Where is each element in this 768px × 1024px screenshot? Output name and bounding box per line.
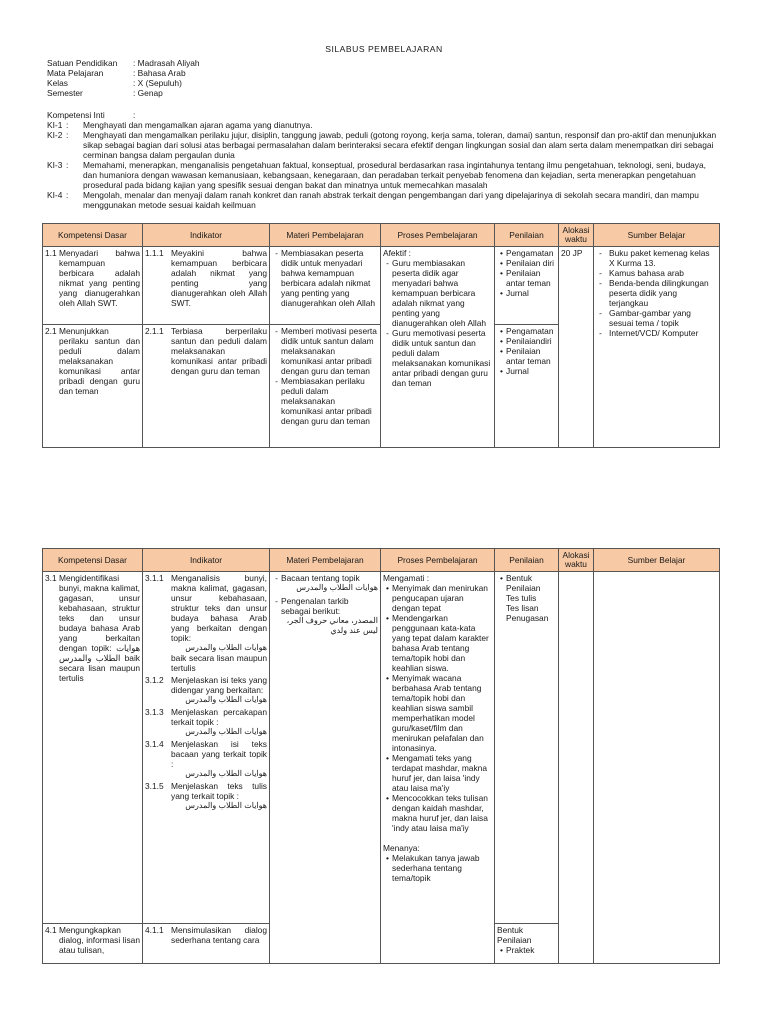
penilaian-item: Praktek	[506, 945, 535, 955]
header-kompetensi-dasar: Kompetensi Dasar	[43, 224, 143, 247]
indikator-text: Menjelaskan teks tulis yang terkait topik :	[171, 781, 267, 801]
sumber-item: Buku paket kemenag kelas X Kurma 13.	[609, 248, 710, 268]
penilaian-cell: • Bentuk Penilaian Tes tulis Tes lisan Penugasan	[495, 572, 559, 924]
header-alokasi-waktu: Alokasi waktu	[559, 224, 594, 247]
indikator-text: Terbiasa berperilaku santun dan peduli dalam melaksanakan komunikasi antar pribadi dengan guru dan teman	[171, 326, 267, 376]
table-header-row	[43, 224, 720, 247]
indikator-cell	[143, 247, 270, 325]
ki-sep: :	[66, 130, 69, 140]
materi-item: Pengenalan tarkib sebagai berikut:	[281, 596, 349, 616]
identity-row	[47, 58, 200, 68]
penilaian-item: Penilaian antar teman	[506, 268, 551, 288]
ki-sep: :	[66, 120, 69, 130]
ki-heading	[47, 110, 722, 120]
syllabus-table-2	[42, 548, 720, 964]
indikator-arabic: هوايات الطلاب والمدرس	[185, 727, 267, 736]
alokasi-value: 20 JP	[561, 248, 583, 258]
table-row	[43, 572, 720, 924]
header-penilaian: Penilaian	[495, 224, 559, 247]
materi-cell: - Memberi motivasi peserta didik untuk santun dalam melaksanakan komunikasi antar pribadi dengan guru dan teman - Membiasakan perilaku peduli dalam melaksanakan komunikasi antar pribadi dengan guru dan teman	[270, 325, 381, 448]
ki-text: Menghayati dan mengamalkan ajaran agama yang dianutnya.	[83, 120, 313, 130]
proses-item: Menyimak dan menirukan pengucapan ujaran dengan tepat	[392, 583, 488, 613]
indikator-number: 3.1.1	[145, 573, 164, 583]
indikator-arabic: هوايات الطلاب والمدرس	[185, 695, 267, 704]
identity-label: Kelas	[47, 78, 68, 88]
proses-item: Mencocokkan teks tulisan dengan kaidah mashdar, makna huruf jer, dan laisa 'indy atau laisa ma'iy	[392, 793, 488, 833]
materi-cell: - Bacaan tentang topik هوايات الطلاب والمدرس - Pengenalan tarkib sebagai berikut: المصدر، معاني حروف الجر، ليس عند ولدي	[270, 572, 381, 964]
indikator-cell	[143, 325, 270, 448]
indikator-number: 4.1.1	[145, 925, 164, 935]
table-row	[43, 247, 720, 325]
materi-item: Membiasakan peserta didik untuk menyadari bahwa kemampuan berbicara adalah nikmat yang penting yang dianugerahkan oleh Allah	[281, 248, 376, 308]
penilaian-cell: • Pengamatan • Penilaian diri • Penilaian antar teman • Jurnal	[495, 247, 559, 325]
penilaian-item: Penilaian antar teman	[506, 346, 551, 366]
identity-value: : Bahasa Arab	[133, 68, 186, 78]
indikator-text: Menjelaskan isi teks bacaan yang terkait topik :	[171, 739, 267, 769]
identity-block	[47, 58, 200, 98]
ki-row	[47, 160, 722, 190]
kd-cell	[43, 247, 143, 325]
indikator-text: Mensimulasikan dialog sederhana tentang cara	[171, 925, 267, 945]
penilaian-cell: Bentuk Penilaian • Praktek	[495, 924, 559, 964]
indikator-text: Menganalisis bunyi, makna kalimat, gagasan, unsur kebahasaan, struktur teks dan unsur budaya bahasa Arab yang berkaitan dengan topik:	[171, 573, 267, 643]
identity-label: Satuan Pendidikan	[47, 58, 118, 68]
identity-value: : X (Sepuluh)	[133, 78, 182, 88]
kd-arabic: هوايات الطلاب والمدرس	[59, 643, 140, 663]
identity-value: : Madrasah Aliyah	[133, 58, 200, 68]
kd-text: Menunjukkan perilaku santun dan peduli dalam melaksanakan komunikasi antar pribadi dengan guru dan teman	[59, 326, 140, 396]
indikator-number: 3.1.5	[145, 781, 164, 791]
identity-row	[47, 88, 200, 98]
identity-value: : Genap	[133, 88, 163, 98]
proses-heading: Afektif :	[383, 248, 411, 258]
materi-cell: - Membiasakan peserta didik untuk menyadari bahwa kemampuan berbicara adalah nikmat yang penting yang dianugerahkan oleh Allah	[270, 247, 381, 325]
sumber-item: Gambar-gambar yang sesuai tema / topik	[609, 308, 691, 328]
ki-sep: :	[66, 190, 69, 200]
header-proses: Proses Pembelajaran	[381, 549, 495, 572]
ki-code: KI-4	[47, 190, 63, 200]
indikator-cell	[143, 924, 270, 964]
header-sumber-belajar: Sumber Belajar	[594, 549, 720, 572]
penilaian-heading: Bentuk Penilaian	[497, 925, 532, 945]
menanya-heading: Menanya:	[383, 843, 420, 853]
header-penilaian: Penilaian	[495, 549, 559, 572]
header-proses: Proses Pembelajaran	[381, 224, 495, 247]
proses-item: Guru membiasakan peserta didik agar menyadari bahwa kemampuan berbicara adalah nikmat yang penting yang dianugerahkan oleh Allah	[392, 258, 487, 328]
kd-number: 1.1	[45, 248, 57, 258]
indikator-number: 3.1.4	[145, 739, 164, 749]
indikator-text: Menjelaskan percakapan terkait topik :	[171, 707, 267, 727]
syllabus-table-1	[42, 223, 720, 448]
penilaian-cell: • Pengamatan • Penilaiandiri • Penilaian antar teman • Jurnal	[495, 325, 559, 448]
alokasi-cell	[559, 572, 594, 964]
ki-sep: :	[66, 160, 69, 170]
penilaian-item: Jurnal	[506, 288, 529, 298]
sumber-item: Kamus bahasa arab	[609, 268, 684, 278]
kompetensi-inti-block	[47, 110, 722, 210]
kd-cell	[43, 325, 143, 448]
ki-code: KI-1	[47, 120, 63, 130]
penilaian-item: Pengamatan	[506, 248, 554, 258]
indikator-number: 2.1.1	[145, 326, 164, 336]
identity-label: Semester	[47, 88, 83, 98]
indikator-arabic: هوايات الطلاب والمدرس	[185, 769, 267, 778]
ki-heading-label: Kompetensi Inti	[47, 110, 105, 120]
header-kompetensi-dasar: Kompetensi Dasar	[43, 549, 143, 572]
kd-text: Mengungkapkan dialog, informasi lisan atau tulisan,	[59, 925, 140, 955]
penilaian-item: Jurnal	[506, 366, 529, 376]
proses-cell: Afektif : - Guru membiasakan peserta didik agar menyadari bahwa kemampuan berbicara adalah nikmat yang penting yang dianugerahkan oleh Allah - Guru memotivasi peserta didik untuk santun dan peduli dalam melaksanakan komunikasi antar pribadi dengan guru dan teman	[381, 247, 495, 448]
sumber-item: Internet/VCD/ Komputer	[609, 328, 699, 338]
ki-row	[47, 190, 722, 210]
mengamati-heading: Mengamati :	[383, 573, 430, 583]
header-materi: Materi Pembelajaran	[270, 224, 381, 247]
ki-heading-sep: :	[133, 110, 136, 120]
page-title: SILABUS PEMBELAJARAN	[325, 44, 443, 54]
kd-cell	[43, 572, 143, 924]
indikator-text: Meyakini bahwa kemampuan berbicara adalah nikmat yang penting yang dianugerahkan oleh Allah SWT.	[171, 248, 267, 308]
proses-item: Guru memotivasi peserta didik untuk santun dan peduli dalam melaksanakan komunikasi antar pribadi dengan guru dan teman	[392, 328, 491, 388]
ki-text: Menghayati dan mengamalkan perilaku jujur, disiplin, tanggung jawab, peduli (gotong royong, kerja sama, toleran, damai) santun, responsif dan pro-aktif dan menunjukkan sikap sebagai bagian dari solusi atas berbagai permasalahan dalam berinteraksi secara efektif dengan lingkungan sosial dan alam serta dalam menempatkan diri sebagai cerminan bangsa dalam pergaulan dunia	[83, 130, 717, 160]
ki-code: KI-3	[47, 160, 63, 170]
penilaian-item: Penilaiandiri	[506, 336, 552, 346]
ki-row	[47, 120, 722, 130]
header-materi: Materi Pembelajaran	[270, 549, 381, 572]
materi-arabic: هوايات الطلاب والمدرس	[296, 583, 378, 592]
identity-label: Mata Pelajaran	[47, 68, 104, 78]
penilaian-item: Pengamatan	[506, 326, 554, 336]
indikator-number: 3.1.2	[145, 675, 164, 685]
proses-item: Mengamati teks yang terdapat mashdar, makna huruf jer, dan laisa 'indy atau laisa ma'iy	[392, 753, 487, 793]
ki-row	[47, 130, 722, 160]
table-header-row	[43, 549, 720, 572]
indikator-number: 1.1.1	[145, 248, 164, 258]
sumber-item: Benda-benda dilingkungan peserta didik yang terjangkau	[609, 278, 709, 308]
penilaian-item: Penilaian diri	[506, 258, 554, 268]
kd-cell	[43, 924, 143, 964]
kd-text: Mengidentifikasi bunyi, makna kalimat, gagasan, unsur kebahasaan, struktur teks dan unsur budaya bahasa Arab yang berkaitan dengan topik:	[59, 573, 140, 653]
penilaian-item: Tes tulis	[506, 593, 537, 603]
ki-text: Mengolah, menalar dan menyaji dalam ranah konkret dan ranah abstrak terkait dengan pengembangan dari yang dipelajarinya di sekolah secara mandiri, dan mampu menggunakan metode sesuai kaidah keilmuan	[83, 190, 699, 210]
header-alokasi-waktu: Alokasi waktu	[559, 549, 594, 572]
indikator-tail: baik secara lisan maupun tertulis	[171, 653, 267, 673]
indikator-arabic: هوايات الطلاب والمدرس	[185, 801, 267, 810]
ki-code: KI-2	[47, 130, 63, 140]
kd-number: 3.1	[45, 573, 57, 583]
kd-number: 2.1	[45, 326, 57, 336]
ki-text: Memahami, menerapkan, menganalisis pengetahuan faktual, konseptual, prosedural berdasarkan rasa ingintahunya tentang ilmu pengetahuan, teknologi, seni, budaya, dan humaniora dengan wawasan kemanusiaan, kebangsaan, kenegaraan, dan peradaban terkait penyebab fenomena dan kejadian, serta menerapkan pengetahuan prosedural pada bidang kajian yang spesifik sesuai dengan bakat dan minatnya untuk memecahkan masalah	[83, 160, 706, 190]
indikator-cell	[143, 572, 270, 924]
proses-item: Menyimak wacana berbahasa Arab tentang tema/topik hobi dan keahlian siswa sambil memperhatikan model guru/kaset/film dan menirukan pelafalan dan intonasinya.	[392, 673, 484, 753]
sumber-cell	[594, 572, 720, 964]
materi-item: Memberi motivasi peserta didik untuk santun dalam melaksanakan komunikasi antar pribadi dengan guru dan teman	[281, 326, 377, 376]
identity-row	[47, 78, 200, 88]
penilaian-item: Tes lisan	[506, 603, 539, 613]
proses-item: Melakukan tanya jawab sederhana tentang tema/topik	[392, 853, 480, 883]
proses-cell: Mengamati : • Menyimak dan menirukan pengucapan ujaran dengan tepat • Mendengarkan penggunaan kata-kata yang tepat dalam karakter bahasa Arab tentang tema/topik hobi dan keahlian siswa. • Menyimak wacana berbahasa Arab tentang tema/topik hobi dan keahlian siswa sambil memperhatikan model guru/kaset/film dan menirukan pelafalan dan intonasinya. • Mengamati teks yang terdapat mashdar, makna huruf jer, dan laisa 'indy atau laisa ma'iy • Mencocokkan teks tulisan dengan kaidah mashdar, makna huruf jer, dan laisa 'indy atau laisa ma'iy Menanya: • Melakukan tanya jawab sederhana tentang tema/topik	[381, 572, 495, 964]
header-indikator: Indikator	[143, 224, 270, 247]
header-sumber-belajar: Sumber Belajar	[594, 224, 720, 247]
kd-text: Menyadari bahwa kemampuan berbicara adalah nikmat yang penting yang dianugerahkan oleh Allah SWT.	[59, 248, 140, 308]
kd-tail: baik secara lisan maupun tertulis	[59, 653, 140, 683]
alokasi-cell	[559, 247, 594, 448]
sumber-cell: - Buku paket kemenag kelas X Kurma 13. - Kamus bahasa arab - Benda-benda dilingkungan peserta didik yang terjangkau - Gambar-gambar yang sesuai tema / topik - Internet/VCD/ Komputer	[594, 247, 720, 448]
penilaian-item: Penugasan	[506, 613, 549, 623]
materi-item: Bacaan tentang topik	[281, 573, 360, 583]
kd-number: 4.1	[45, 925, 57, 935]
indikator-text: Menjelaskan isi teks yang didengar yang berkaitan:	[171, 675, 267, 695]
proses-item: Mendengarkan penggunaan kata-kata yang tepat dalam karakter bahasa Arab tentang tema/topik hobi dan keahlian siswa.	[392, 613, 489, 673]
identity-row	[47, 68, 200, 78]
header-indikator: Indikator	[143, 549, 270, 572]
materi-arabic: المصدر، معاني حروف الجر، ليس عند ولدي	[286, 616, 378, 635]
indikator-number: 3.1.3	[145, 707, 164, 717]
penilaian-item: Bentuk Penilaian	[506, 573, 541, 593]
materi-item: Membiasakan perilaku peduli dalam melaksanakan komunikasi antar pribadi dengan guru dan teman	[281, 376, 372, 426]
indikator-arabic: هوايات الطلاب والمدرس	[185, 643, 267, 652]
